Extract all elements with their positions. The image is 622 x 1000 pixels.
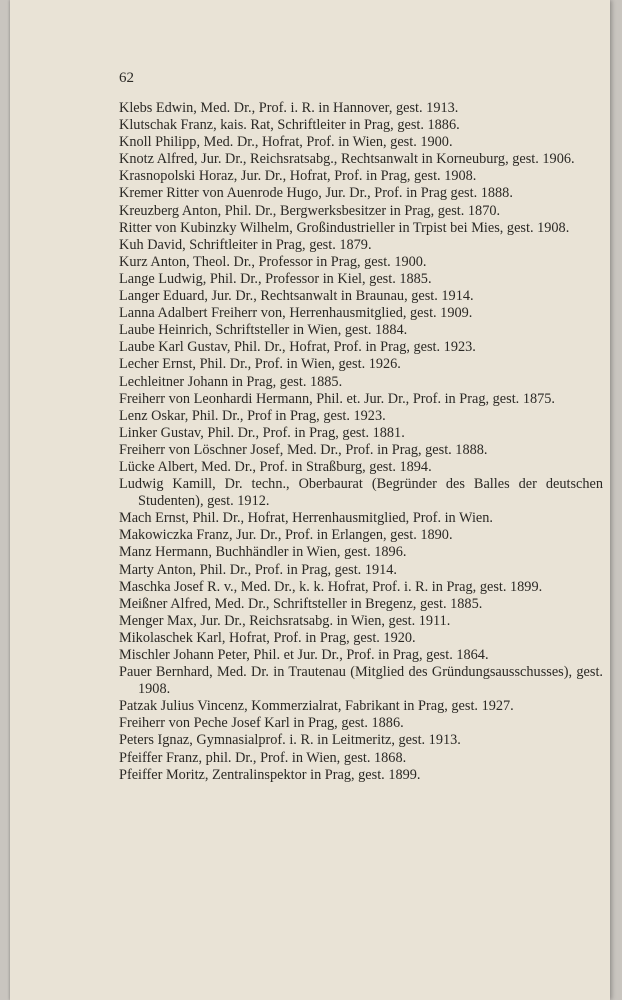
list-item: Freiherr von Peche Josef Karl in Prag, gest. 1886. xyxy=(119,715,404,732)
list-item: Lechleitner Johann in Prag, gest. 1885. xyxy=(119,373,343,390)
list-item: Lücke Albert, Med. Dr., Prof. in Straßburg, gest. 1894. xyxy=(119,458,432,475)
list-item: Ritter von Kubinzky Wilhelm, Großindustrieller in Trpist bei Mies, gest. 1908. xyxy=(119,219,570,236)
page-number: 62 xyxy=(119,70,134,86)
list-item: Maschka Josef R. v., Med. Dr., k. k. Hofrat, Prof. i. R. in Prag, gest. 1899. xyxy=(119,578,543,595)
list-item: Klutschak Franz, kais. Rat, Schriftleiter in Prag, gest. 1886. xyxy=(119,117,460,134)
list-item: Ludwig Kamill, Dr. techn., Oberbaurat (Begründer des Balles der deutschen Studenten), gest. 1912. xyxy=(119,476,603,510)
list-item: Lange Ludwig, Phil. Dr., Professor in Kiel, gest. 1885. xyxy=(119,270,432,287)
list-item: Mikolaschek Karl, Hofrat, Prof. in Prag, gest. 1920. xyxy=(119,629,416,646)
list-item: Klebs Edwin, Med. Dr., Prof. i. R. in Hannover, gest. 1913. xyxy=(119,100,459,116)
list-item: Kuh David, Schriftleiter in Prag, gest. 1879. xyxy=(119,236,372,253)
list-item: Kremer Ritter von Auenrode Hugo, Jur. Dr., Prof. in Prag gest. 1888. xyxy=(119,185,513,202)
list-item: Lenz Oskar, Phil. Dr., Prof in Prag, gest. 1923. xyxy=(119,407,386,424)
list-item: Laube Karl Gustav, Phil. Dr., Hofrat, Prof. in Prag, gest. 1923. xyxy=(119,339,476,356)
list-item: Makowiczka Franz, Jur. Dr., Prof. in Erlangen, gest. 1890. xyxy=(119,527,453,544)
list-item: Manz Hermann, Buchhändler in Wien, gest. 1896. xyxy=(119,544,407,561)
book-page xyxy=(10,0,610,1000)
list-item: Pfeiffer Moritz, Zentralinspektor in Prag, gest. 1899. xyxy=(119,766,421,783)
list-item: Knotz Alfred, Jur. Dr., Reichsratsabg., Rechtsanwalt in Korneuburg, gest. 1906. xyxy=(119,151,575,168)
list-item: Freiherr von Löschner Josef, Med. Dr., Prof. in Prag, gest. 1888. xyxy=(119,441,488,458)
list-item: Menger Max, Jur. Dr., Reichsratsabg. in Wien, gest. 1911. xyxy=(119,612,451,629)
entry-list xyxy=(119,100,603,784)
list-item: Mach Ernst, Phil. Dr., Hofrat, Herrenhausmitglied, Prof. in Wien. xyxy=(119,510,493,527)
list-item: Peters Ignaz, Gymnasialprof. i. R. in Leitmeritz, gest. 1913. xyxy=(119,732,461,749)
list-item: Lecher Ernst, Phil. Dr., Prof. in Wien, gest. 1926. xyxy=(119,356,401,373)
list-item: Pauer Bernhard, Med. Dr. in Trautenau (Mitglied des Gründungsausschusses), gest. 1908. xyxy=(119,664,603,698)
list-item: Laube Heinrich, Schriftsteller in Wien, gest. 1884. xyxy=(119,322,408,339)
list-item: Lanna Adalbert Freiherr von, Herrenhausmitglied, gest. 1909. xyxy=(119,305,473,322)
list-item: Langer Eduard, Jur. Dr., Rechtsanwalt in Braunau, gest. 1914. xyxy=(119,288,474,305)
list-item: Patzak Julius Vincenz, Kommerzialrat, Fabrikant in Prag, gest. 1927. xyxy=(119,698,514,715)
list-item: Meißner Alfred, Med. Dr., Schriftsteller in Bregenz, gest. 1885. xyxy=(119,595,483,612)
list-item: Pfeiffer Franz, phil. Dr., Prof. in Wien, gest. 1868. xyxy=(119,749,407,766)
list-item: Krasnopolski Horaz, Jur. Dr., Hofrat, Prof. in Prag, gest. 1908. xyxy=(119,168,477,185)
list-item: Knoll Philipp, Med. Dr., Hofrat, Prof. in Wien, gest. 1900. xyxy=(119,134,453,151)
list-item: Mischler Johann Peter, Phil. et Jur. Dr., Prof. in Prag, gest. 1864. xyxy=(119,647,489,663)
list-item: Marty Anton, Phil. Dr., Prof. in Prag, gest. 1914. xyxy=(119,561,397,578)
list-item: Linker Gustav, Phil. Dr., Prof. in Prag, gest. 1881. xyxy=(119,424,405,441)
list-item: Freiherr von Leonhardi Hermann, Phil. et. Jur. Dr., Prof. in Prag, gest. 1875. xyxy=(119,390,555,407)
list-item: Kurz Anton, Theol. Dr., Professor in Prag, gest. 1900. xyxy=(119,253,427,270)
list-item: Kreuzberg Anton, Phil. Dr., Bergwerksbesitzer in Prag, gest. 1870. xyxy=(119,202,501,219)
